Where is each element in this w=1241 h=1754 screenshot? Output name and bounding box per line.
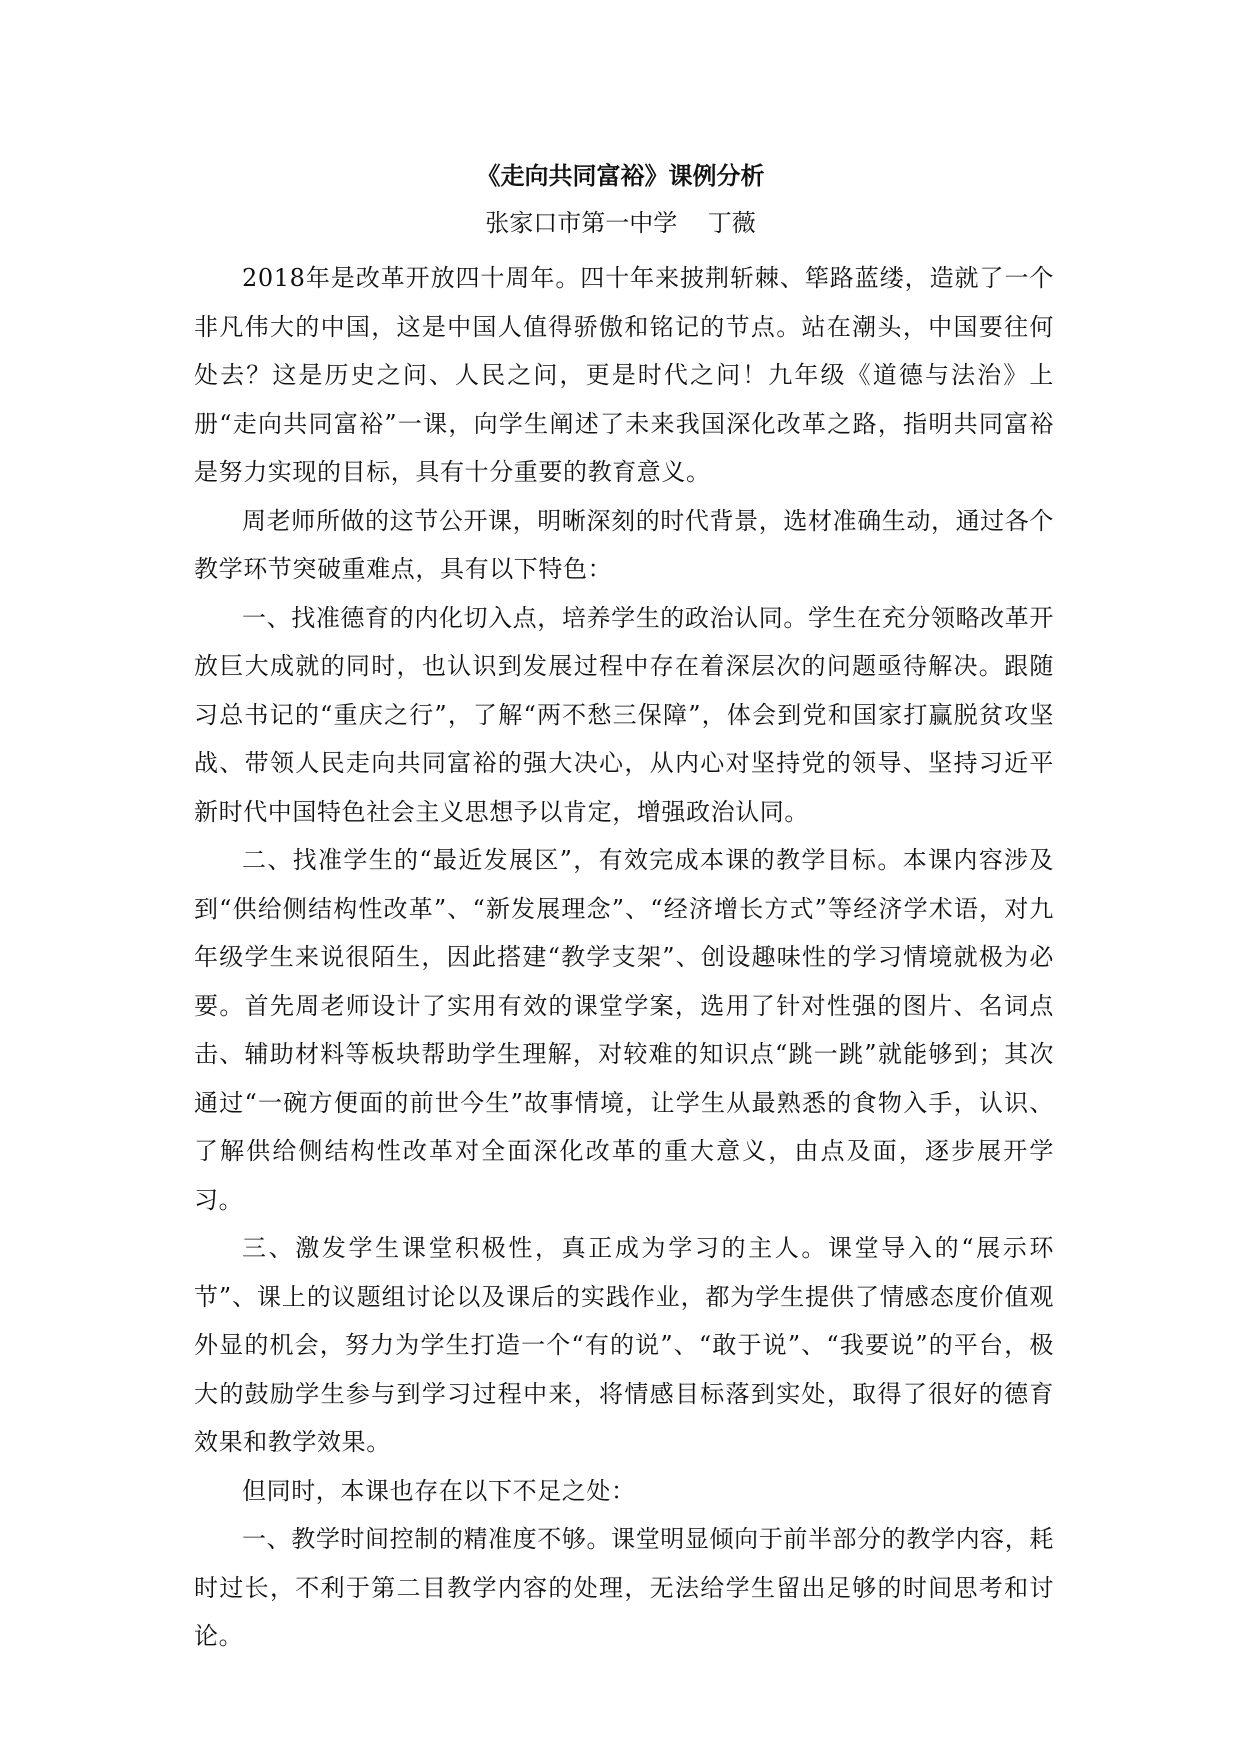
paragraph-intro: 2018年是改革开放四十周年。四十年来披荆斩棘、筚路蓝缕，造就了一个非凡伟大的中国，这是中国人值得骄傲和铭记的节点。站在潮头，中国要往何处去？这是历史之问、人民之问，更是时代之问！九年级《道德与法治》上册“走向共同富裕”一课，向学生阐述了未来我国深化改革之路，指明共同富裕是努力实现的目标，具有十分重要的教育意义。 [194, 264, 1054, 486]
paragraph-shortcomings-intro: 但同时，本课也存在以下不足之处： [242, 1476, 636, 1505]
paragraph-feature-3: 三、激发学生课堂积极性，真正成为学习的主人。课堂导入的“展示环节”、课上的议题组讨论以及课后的实践作业，都为学生提供了情感态度价值观外显的机会，努力为学生打造一个“有的说”、“敢于说”、“我要说”的平台，极大的鼓励学生参与到学习过程中来，将情感目标落到实处，取得了很好的德育效果和教学效果。 [194, 1234, 1054, 1456]
paragraph-feature-2: 二、找准学生的“最近发展区”，有效完成本课的教学目标。本课内容涉及到“供给侧结构性改革”、“新发展理念”、“经济增长方式”等经济学术语，对九年级学生来说很陌生，因此搭建“教学支架”、创设趣味性的学习情境就极为必要。首先周老师设计了实用有效的课堂学案，选用了针对性强的图片、名词点击、辅助材料等板块帮助学生理解，对较难的知识点“跳一跳”就能够到；其次通过“一碗方便面的前世今生”故事情境，让学生从最熟悉的食物入手，认识、了解供给侧结构性改革对全面深化改革的重大意义，由点及面，逐步展开学习。 [194, 846, 1054, 1214]
paragraph-shortcoming-1: 一、教学时间控制的精准度不够。课堂明显倾向于前半部分的教学内容，耗时过长，不利于第二目教学内容的处理，无法给学生留出足够的时间思考和讨论。 [194, 1525, 1054, 1650]
paragraph-lesson-overview: 周老师所做的这节公开课，明晰深刻的时代背景，选材准确生动，通过各个教学环节突破重难点，具有以下特色： [194, 506, 1054, 583]
document-title: 《走向共同富裕》课例分析 [476, 161, 765, 190]
document-body [194, 254, 1054, 1661]
paragraph-feature-1: 一、找准德育的内化切入点，培养学生的政治认同。学生在充分领略改革开放巨大成就的同时，也认识到发展过程中存在着深层次的问题亟待解决。跟随习总书记的“重庆之行”，了解“两不愁三保障”，体会到党和国家打赢脱贫攻坚战、带领人民走向共同富裕的强大决心，从内心对坚持党的领导、坚持习近平新时代中国特色社会主义思想予以肯定，增强政治认同。 [194, 603, 1054, 826]
author-line: 张家口市第一中学 丁薇 [485, 209, 756, 237]
